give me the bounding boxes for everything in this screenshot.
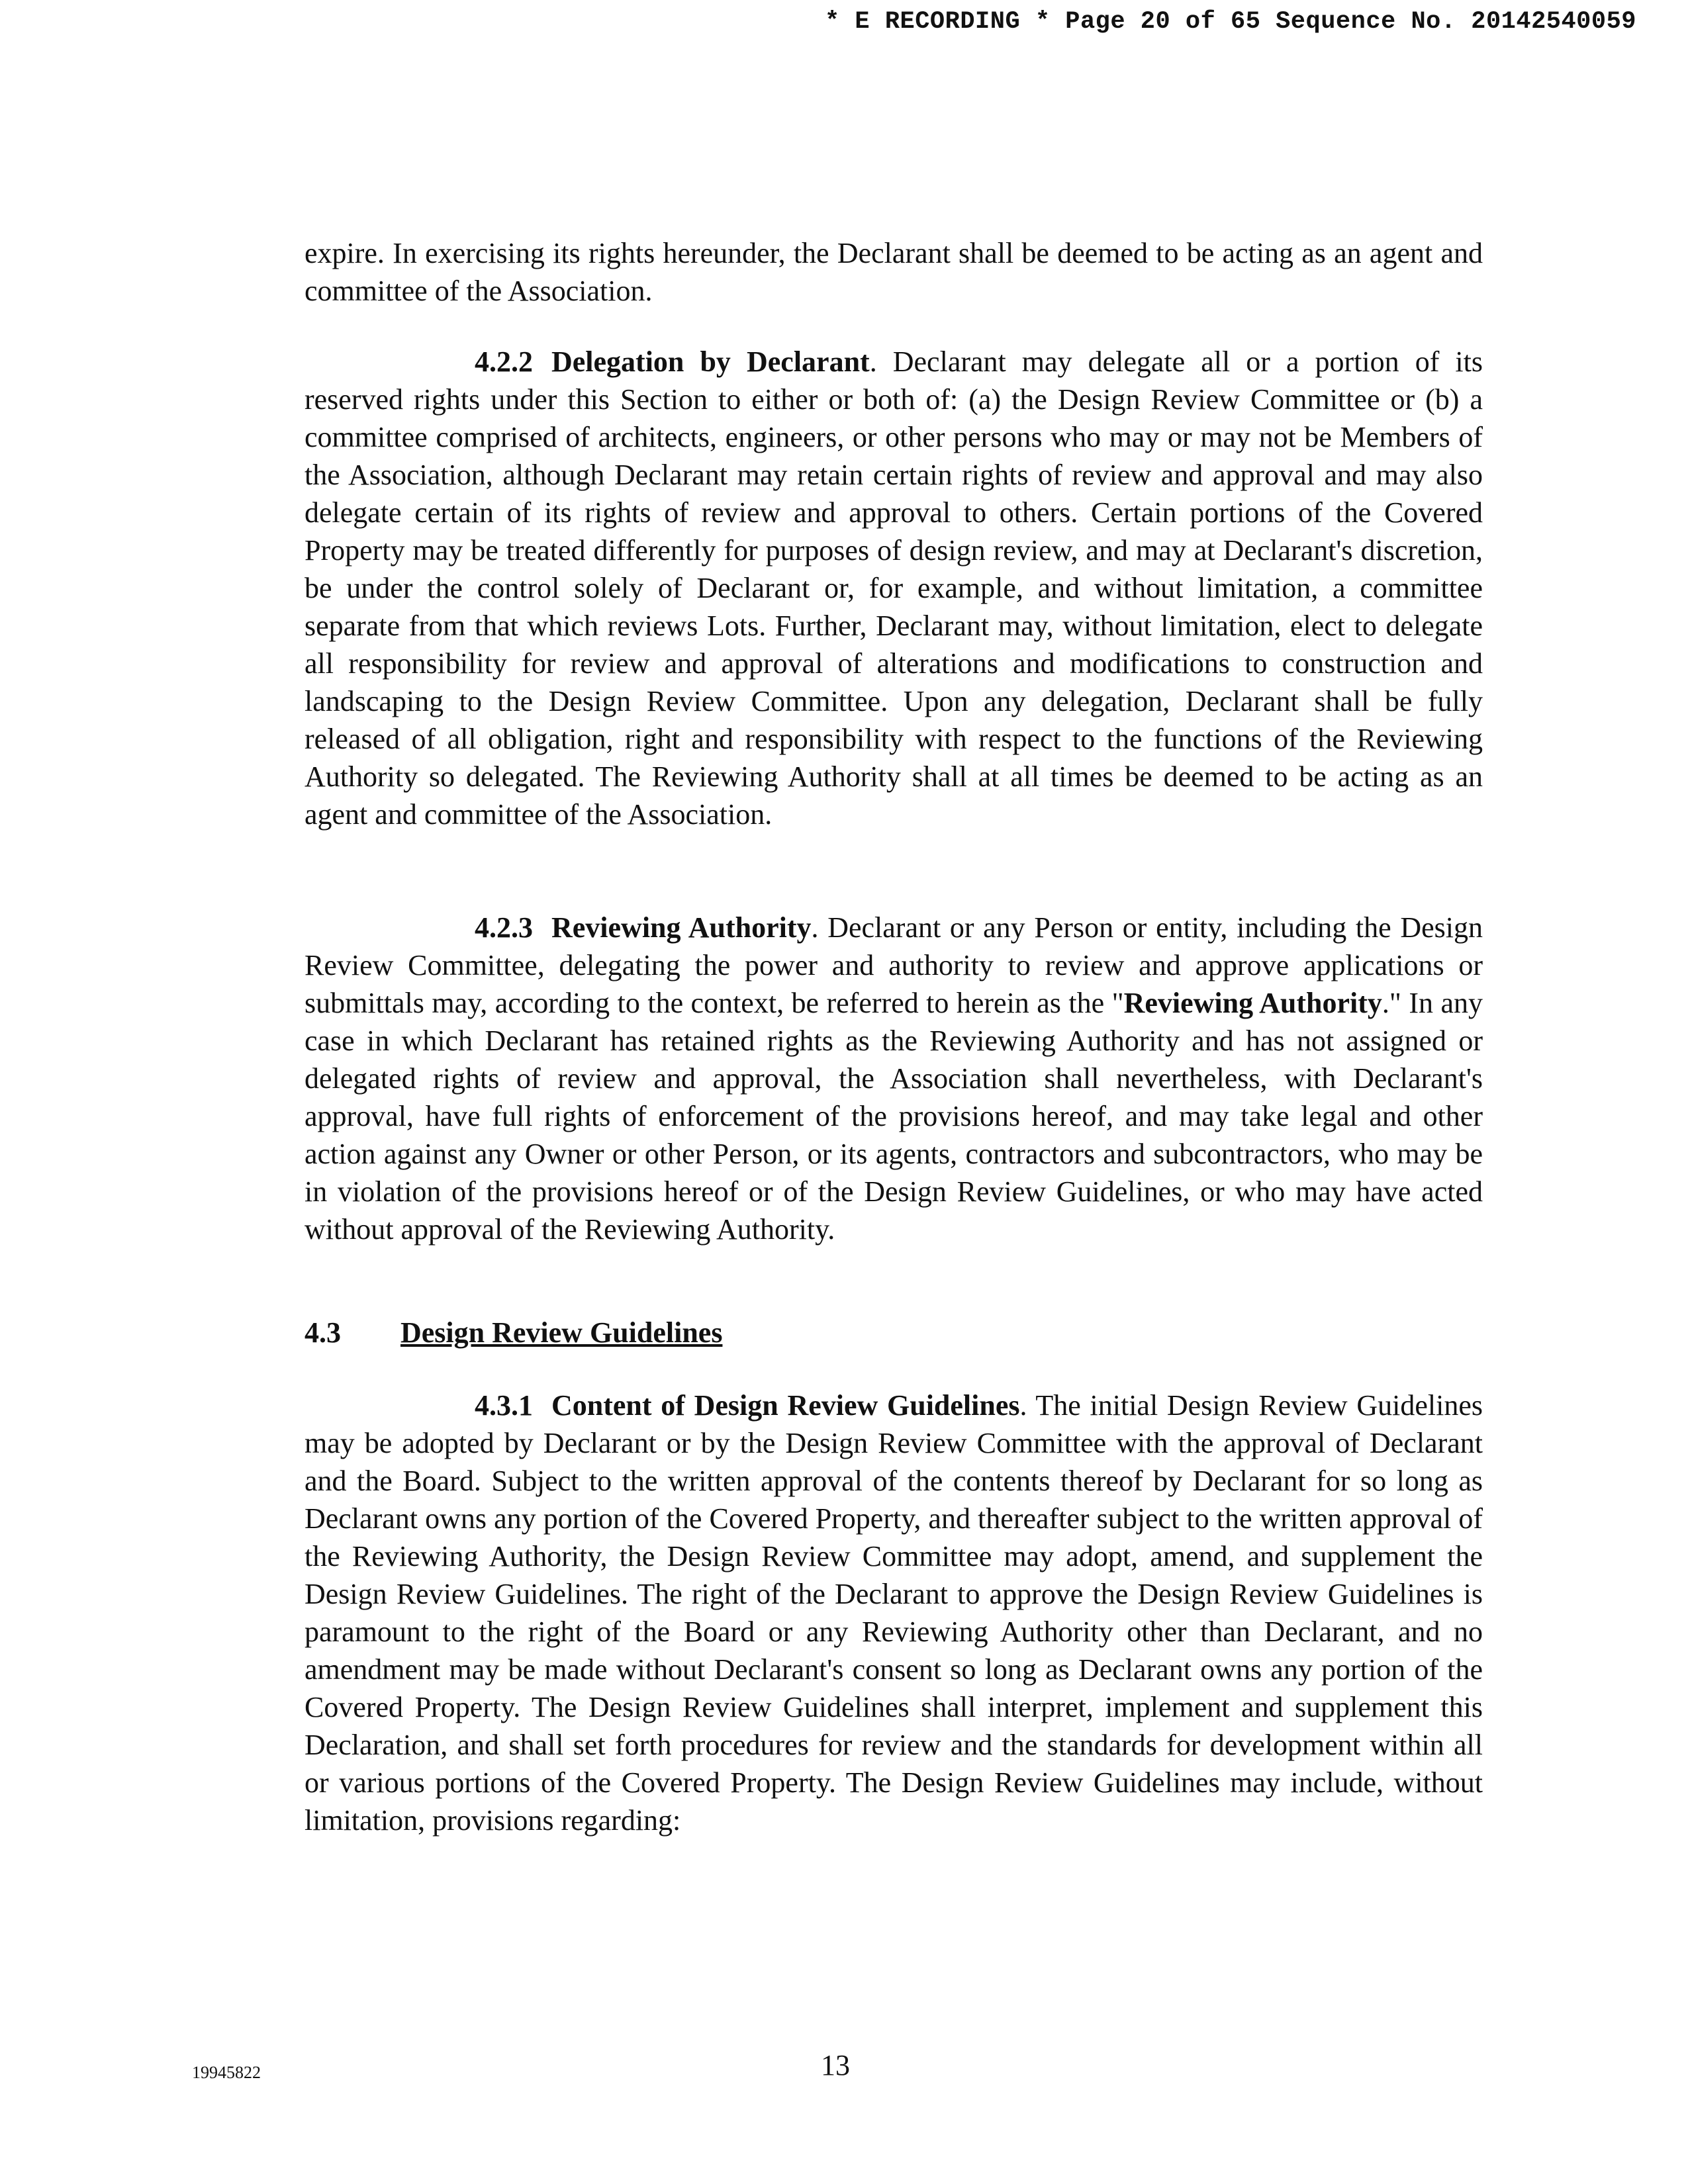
section-text-4-2-3-before: . Declarant or any Person or entity, including the Design Review Committee, delegating the power and authority to review and approve applications or submittals may, according to the context, be referred to herein as the ": [305, 911, 1483, 1019]
section-title-4-2-2: Delegation by Declarant: [551, 345, 870, 378]
section-text-4-2-3-after: ." In any case in which Declarant has retained rights as the Reviewing Authority and has not assigned or delegated rights of review and approval, the Association shall nevertheless, with Declarant's approval, have full rights of enforcement of the provisions hereof, and may take legal and other action against any Owner or other Person, or its agents, contractors and subcontractors, who may be in violation of the provisions hereof or of the Design Review Guidelines, or who may have acted without approval of the Reviewing Authority.: [305, 987, 1483, 1246]
paragraph-4-2-2: [305, 343, 1483, 833]
defined-term-reviewing-authority: Reviewing Authority: [1123, 987, 1382, 1019]
paragraph-4-2-3: [305, 909, 1483, 1248]
recording-stamp: * E RECORDING * Page 20 of 65 Sequence No. 20142540059: [825, 8, 1636, 36]
section-title-4-3-1: Content of Design Review Guidelines: [551, 1389, 1020, 1422]
section-number-4-3: 4.3: [305, 1316, 341, 1349]
section-number-4-2-2: 4.2.2: [475, 345, 533, 378]
paragraph-continuation: [305, 234, 1483, 310]
paragraph-continuation-text: expire. In exercising its rights hereunder, the Declarant shall be deemed to be acting as an agent and committee of the Association.: [305, 237, 1483, 307]
document-id: 19945822: [192, 2063, 261, 2082]
section-text-4-3-1: . The initial Design Review Guidelines may be adopted by Declarant or by the Design Review Committee with the approval of Declarant and the Board. Subject to the written approval of the contents thereof by Declarant for so long as Declarant owns any portion of the Covered Property, and thereafter subject to the written approval of the Reviewing Authority, the Design Review Committee may adopt, amend, and supplement the Design Review Guidelines. The right of the Declarant to approve the Design Review Guidelines is paramount to the right of the Board or any Reviewing Authority other than Declarant, and no amendment may be made without Declarant's consent so long as Declarant owns any portion of the Covered Property. The Design Review Guidelines shall interpret, implement and supplement this Declaration, and shall set forth procedures for review and the standards for development within all or various portions of the Covered Property. The Design Review Guidelines may include, without limitation, provisions regarding:: [305, 1389, 1483, 1837]
section-title-4-3: Design Review Guidelines: [400, 1316, 723, 1349]
section-number-4-3-1: 4.3.1: [475, 1389, 533, 1422]
page-number: 13: [821, 2049, 850, 2081]
section-heading-4-3: [305, 1314, 722, 1351]
section-title-4-2-3: Reviewing Authority: [551, 911, 812, 944]
paragraph-4-3-1: [305, 1387, 1483, 1839]
section-text-4-2-2: . Declarant may delegate all or a portion of its reserved rights under this Section to either or both of: (a) the Design Review Committee or (b) a committee comprised of architects, engineers, or other persons who may or may not be Members of the Association, although Declarant may retain certain rights of review and approval and may also delegate certain of its rights of review and approval to others. Certain portions of the Covered Property may be treated differently for purposes of design review, and may at Declarant's discretion, be under the control solely of Declarant or, for example, and without limitation, a committee separate from that which reviews Lots. Further, Declarant may, without limitation, elect to delegate all responsibility for review and approval of alterations and modifications to construction and landscaping to the Design Review Committee. Upon any delegation, Declarant shall be fully released of all obligation, right and responsibility with respect to the functions of the Reviewing Authority so delegated. The Reviewing Authority shall at all times be deemed to be acting as an agent and committee of the Association.: [305, 345, 1483, 831]
section-number-4-2-3: 4.2.3: [475, 911, 533, 944]
